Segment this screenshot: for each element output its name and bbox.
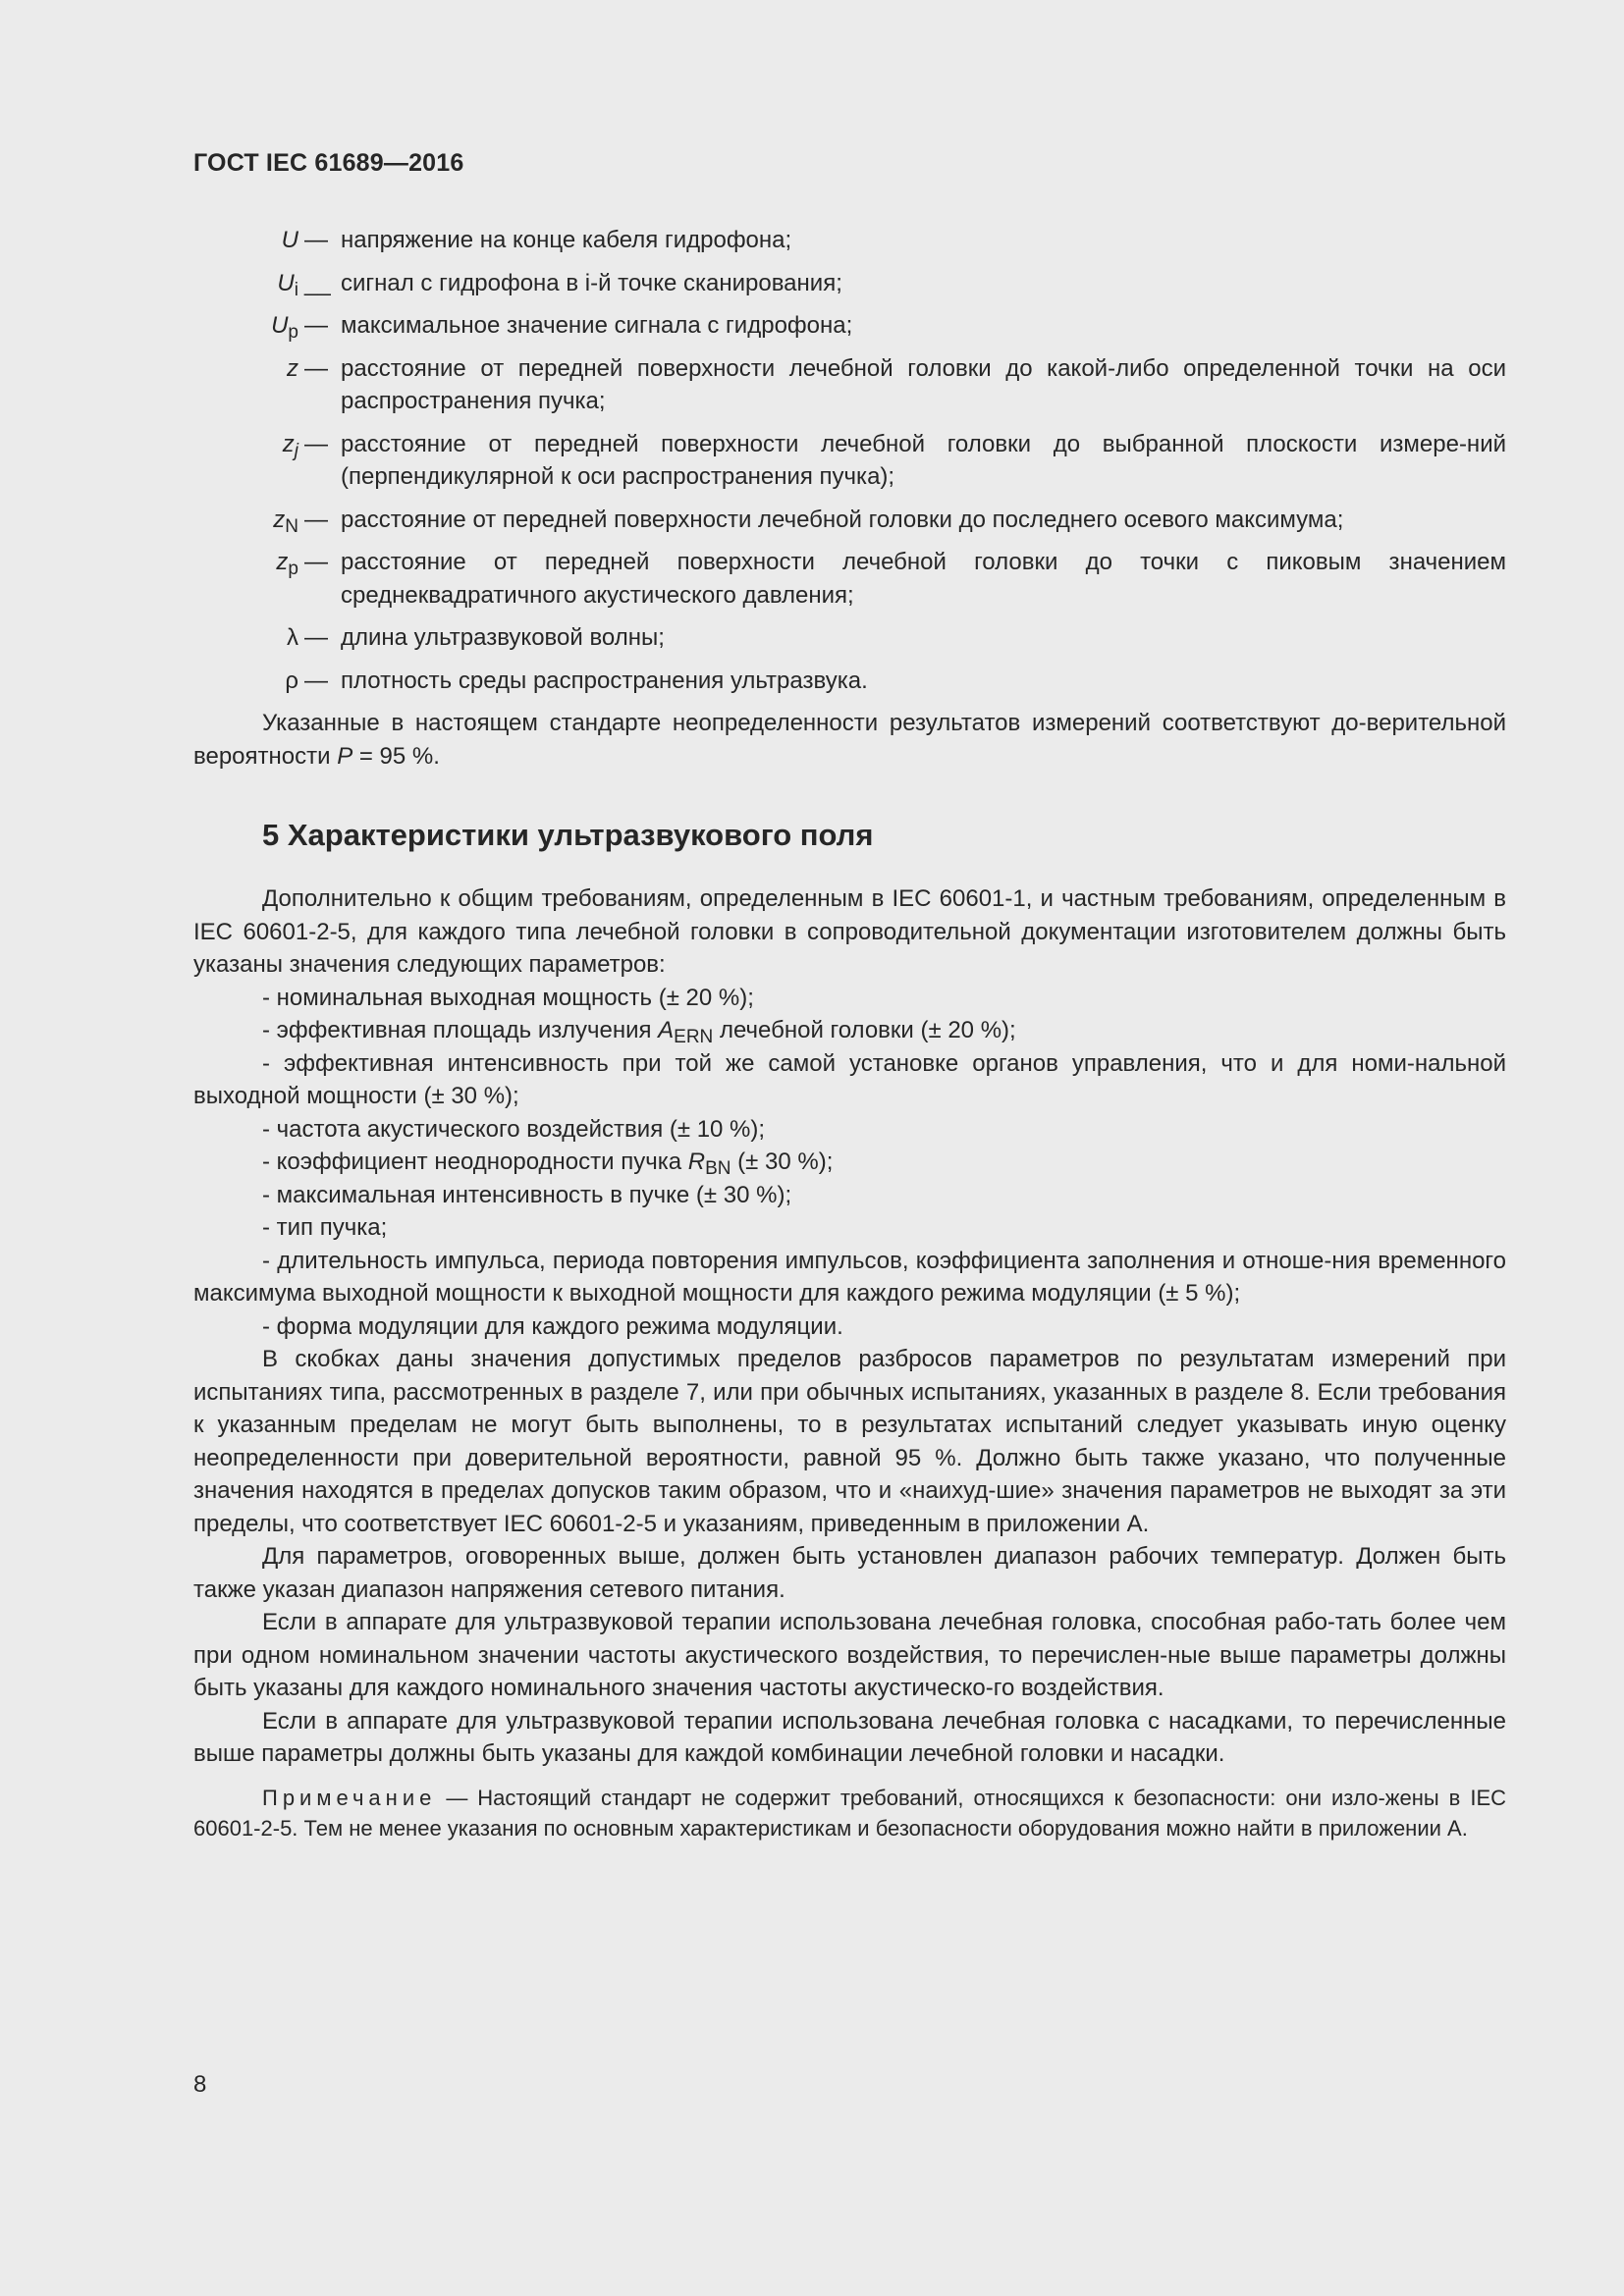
definition-text: максимальное значение сигнала с гидрофона;: [341, 312, 853, 339]
list-item: - частота акустического воздействия (± 10 %);: [262, 1115, 766, 1143]
note-text: — Настоящий стандарт не содержит требований, относящихся к безопасности: они изло-жены в IEC 60601-2-5. Тем не менее указания по основным характеристикам и безопасности оборудования можно найти в приложении А.: [193, 1785, 1506, 1841]
list-item: - тип пучка;: [262, 1214, 388, 1241]
symbol-definitions: [193, 224, 1506, 697]
definition-symbol: $U_p$: [271, 312, 298, 343]
note-label: Примечание: [262, 1785, 437, 1810]
definition-symbol: λ: [287, 624, 298, 651]
definition-dash: —: [304, 312, 328, 339]
definition-row: [193, 428, 1506, 494]
note-paragraph: [193, 1783, 1506, 1843]
definition-symbol: $z_p$: [276, 549, 298, 579]
page-number: 8: [193, 2071, 207, 2098]
body-paragraph: Если в аппарате для ультразвуковой терапии использована лечебная головка с насадками, то перечисленные выше параметры должны быть указаны для каждой комбинации лечебной головки и насадки.: [193, 1707, 1506, 1767]
definition-symbol: $z_j$: [282, 430, 298, 461]
definition-symbol: z: [287, 354, 298, 382]
page-content: [193, 224, 1506, 1865]
document-header: ГОСТ IEC 61689—2016: [193, 149, 464, 177]
definition-text: расстояние от передней поверхности лечебной головки до выбранной плоскости измере-ний (перпендикулярной к оси распространения пучка);: [341, 430, 1506, 490]
section-heading: 5 Характеристики ультразвукового поля: [262, 818, 874, 852]
definition-row: [193, 309, 1506, 343]
list-item: - коэффициент неоднородности пучка $R_{BN}$ (± 30 %);: [262, 1148, 834, 1179]
definition-row: [193, 504, 1506, 537]
definition-dash: —: [304, 430, 328, 457]
definition-row: [193, 665, 1506, 698]
list-item: - длительность импульса, периода повторения импульсов, коэффициента заполнения и отноше-ния временного максимума выходной мощности к выходной мощности для каждого режима модуляции (± 5 %);: [193, 1247, 1506, 1307]
body-paragraph: Для параметров, оговоренных выше, должен быть установлен диапазон рабочих температур. Должен быть также указан диапазон напряжения сетевого питания.: [193, 1543, 1506, 1603]
definition-row: [193, 621, 1506, 655]
definition-text: сигнал с гидрофона в i-й точке сканирования;: [341, 269, 842, 296]
definition-symbol: $z_N$: [273, 506, 298, 537]
body-paragraph: В скобках даны значения допустимых пределов разбросов параметров по результатам измерений при испытаниях типа, рассмотренных в разделе 7, или при обычных испытаниях, указанных в разделе 8. Если требования к указанным пределам не могут быть выполнены, то в результатах испытаний следует указывать иную оценку неопределенности при доверительной вероятности, равной 95 %. Должно быть также указано, что полученные значения находятся в пределах допусков таким образом, что и «наихуд-шие» значения параметров не выходят за эти пределы, что соответствует IEC 60601-2-5 и указаниям, приведенным в приложении А.: [193, 1346, 1506, 1537]
definition-text: длина ультразвуковой волны;: [341, 624, 665, 651]
definition-text: расстояние от передней поверхности лечебной головки до точки с пиковым значением среднеквадратичного акустического давления;: [341, 549, 1506, 609]
list-item: - номинальная выходная мощность (± 20 %);: [262, 984, 754, 1011]
list-item: - эффективная интенсивность при той же самой установке органов управления, что и для номи-нальной выходной мощности (± 30 %);: [193, 1049, 1506, 1109]
definition-dash: —: [304, 227, 328, 253]
definition-row: [193, 352, 1506, 418]
definition-symbol: U: [281, 227, 298, 253]
definition-symbol: ρ: [285, 667, 298, 694]
definition-text: расстояние от передней поверхности лечебной головки до последнего осевого максимума;: [341, 506, 1344, 533]
definition-text: расстояние от передней поверхности лечебной головки до какой-либо определенной точки на оси распространения пучка;: [341, 354, 1506, 414]
definition-dash: —: [304, 549, 328, 575]
section-intro-paragraph: Дополнительно к общим требованиям, определенным в IEC 60601-1, и частным требованиям, определенным в IEC 60601-2-5, для каждого типа лечебной головки в сопроводительной документации изготовителем должны быть указаны значения следующих параметров:: [193, 885, 1506, 978]
list-item: - форма модуляции для каждого режима модуляции.: [262, 1312, 843, 1340]
definition-dash: —: [304, 506, 328, 533]
body-paragraph: Если в аппарате для ультразвуковой терапии использована лечебная головка, способная рабо-тать более чем при одном номинальном значении частоты акустического воздействия, то перечислен-ные выше параметры должны быть указаны для каждого номинального значения частоты акустическо-го воздействия.: [193, 1609, 1506, 1701]
definition-dash: —: [304, 667, 328, 694]
definition-text: напряжение на конце кабеля гидрофона;: [341, 227, 792, 253]
definition-dash: __: [304, 269, 331, 296]
definition-text: плотность среды распространения ультразвука.: [341, 667, 868, 694]
list-item: - эффективная площадь излучения $A_{ERN}$ лечебной головки (± 20 %);: [262, 1017, 1016, 1047]
definition-row: [193, 224, 1506, 257]
definition-symbol: $U_i$: [277, 269, 298, 300]
list-item: - максимальная интенсивность в пучке (± 30 %);: [262, 1181, 792, 1208]
definition-row: [193, 267, 1506, 300]
definition-dash: —: [304, 354, 328, 382]
definition-row: [193, 546, 1506, 612]
uncertainty-paragraph: Указанные в настоящем стандарте неопределенности результатов измерений соответствуют до-верительной вероятности P = 95 %.: [193, 710, 1506, 770]
definition-dash: —: [304, 624, 328, 651]
